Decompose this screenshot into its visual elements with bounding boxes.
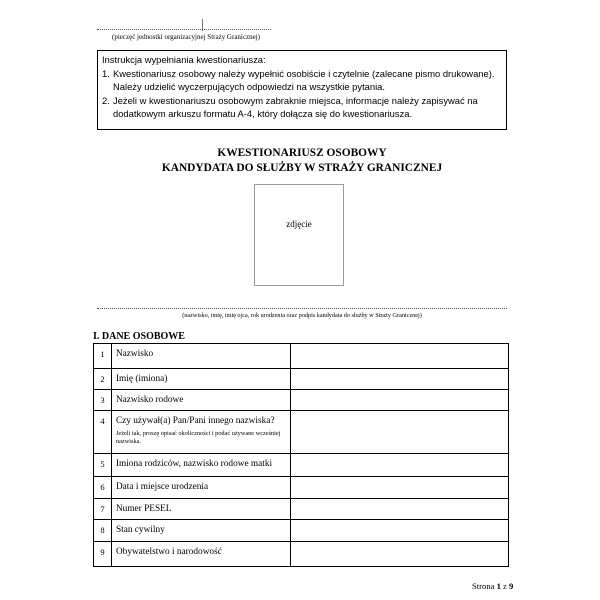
instruction-box [97,50,507,130]
instruction-item-line: Kwestionariusz osobowy należy wypełnić osobiście i czytelnie (zalecane pismo drukowane). [113,67,495,79]
row-number: 5 [94,454,112,477]
answer-field[interactable] [290,390,508,411]
table-row [94,477,509,499]
photo-label: zdjęcie [286,219,312,229]
signature-dotted-line [97,308,507,309]
instruction-list [102,67,506,121]
instruction-item [102,67,506,94]
answer-field[interactable] [290,477,508,499]
table-row [94,390,509,411]
row-label: Numer PESEL [111,499,290,520]
row-label: Obywatelstwo i narodowość [111,542,290,567]
table-row [94,499,509,520]
row-number: 4 [94,411,112,454]
answer-field[interactable] [290,369,508,390]
stamp-caption: (pieczęć jednostki organizacyjnej Straży Granicznej) [112,33,260,41]
row-number: 8 [94,520,112,542]
page-of: z [503,581,507,591]
page-number [472,581,513,591]
section-heading: I. DANE OSOBOWE [93,331,185,342]
page-total: 9 [509,581,514,591]
row-label: Nazwisko rodowe [111,390,290,411]
row-label: Stan cywilny [111,520,290,542]
answer-field[interactable] [290,520,508,542]
instruction-item-line: dodatkowym arkuszu formatu A-4, który dołącza się do kwestionariusza. [113,108,413,119]
row-number: 3 [94,390,112,411]
row-label: Nazwisko [111,344,290,369]
instruction-item-number: 2. [102,94,110,106]
photo-box[interactable] [254,184,344,286]
row-note: Jeżeli tak, proszę opisać okoliczności i podać używane wcześniej nazwiska. [115,430,281,445]
page-prefix: Strona [472,581,495,591]
instruction-item-number: 1. [102,67,110,79]
row-number: 9 [94,542,112,567]
answer-field[interactable] [290,454,508,477]
answer-field[interactable] [290,344,508,369]
row-label: Czy używał(a) Pan/Pani innego nazwiska? [115,416,275,426]
table-row [94,411,509,454]
page-current: 1 [496,581,501,591]
table-row [94,344,509,369]
row-number: 2 [94,369,112,390]
row-label: Imię (imiona) [111,369,290,390]
answer-field[interactable] [290,411,508,454]
row-number: 7 [94,499,112,520]
row-number: 1 [94,344,112,369]
row-label: Data i miejsce urodzenia [111,477,290,499]
answer-field[interactable] [290,499,508,520]
instruction-item-line: Jeżeli w kwestionariuszu osobowym zabraknie miejsca, informacje należy zapisywać na [113,94,478,106]
instruction-item-line: Należy udzielić wyczerpujących odpowiedzi na wszystkie pytania. [113,81,385,92]
table-row [94,520,509,542]
answer-field[interactable] [290,542,508,567]
table-row [94,369,509,390]
row-number: 6 [94,477,112,499]
row-label-with-note [111,411,290,454]
document-subtitle: KANDYDATA DO SŁUŻBY W STRAŻY GRANICZNEJ [161,162,443,174]
document-title: KWESTIONARIUSZ OSOBOWY [217,147,387,159]
row-label: Imiona rodziców, nazwisko rodowe matki [111,454,290,477]
table-row [94,454,509,477]
instruction-title: Instrukcja wypełniania kwestionariusza: [102,54,266,65]
signature-caption: (nazwisko, imię, imię ojca, rok urodzenia oraz podpis kandydata do służby w Straży Granicznej) [182,312,422,319]
stamp-dotted-line [97,29,271,30]
table-row [94,542,509,567]
personal-data-table [93,343,509,567]
instruction-item [102,94,506,121]
